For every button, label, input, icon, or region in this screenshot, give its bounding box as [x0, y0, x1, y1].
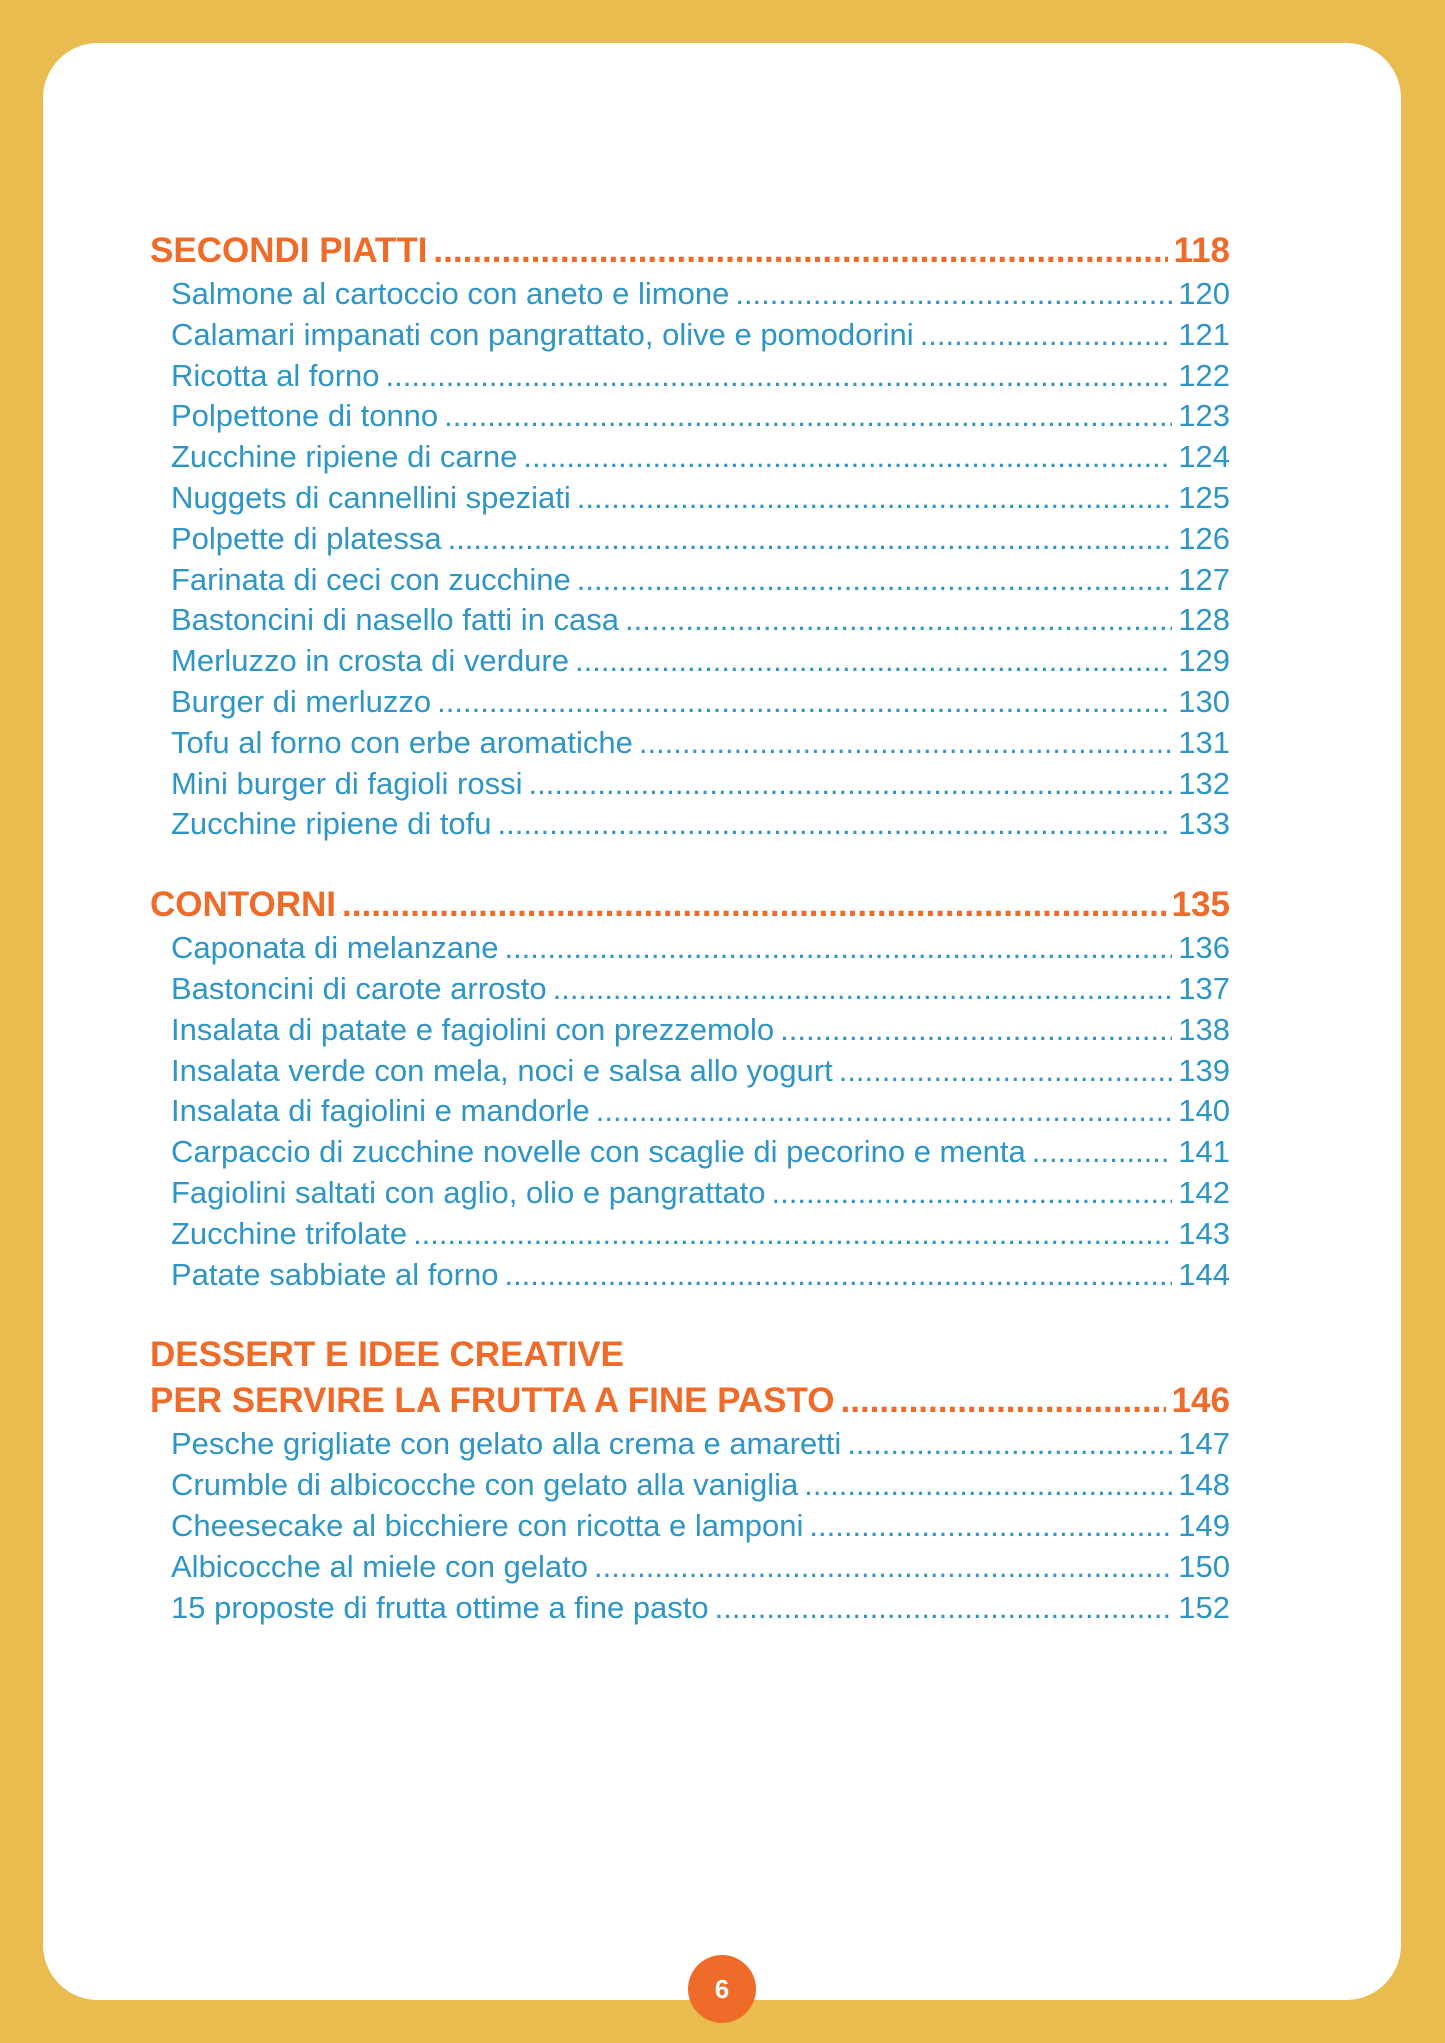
entry-page-number: 137 — [1178, 970, 1230, 1006]
entry-title: Polpettone di tonno — [171, 398, 439, 434]
entry-page-number: 143 — [1178, 1215, 1230, 1251]
entry-page-number: 150 — [1178, 1548, 1230, 1584]
page-number-badge: 6 — [688, 1955, 756, 2023]
toc-section-contorni — [150, 882, 1230, 1295]
section-heading[interactable] — [150, 1378, 1230, 1424]
toc-section-dessert — [150, 1332, 1230, 1628]
entry-title: Burger di merluzzo — [171, 683, 432, 719]
toc-entry[interactable] — [171, 1506, 1230, 1547]
section-heading[interactable] — [150, 228, 1230, 274]
entry-page-number: 127 — [1178, 561, 1230, 597]
entry-page-number: 140 — [1178, 1093, 1230, 1129]
toc-entry[interactable] — [171, 560, 1230, 601]
dot-leader — [577, 560, 1173, 601]
dot-leader — [839, 1051, 1173, 1092]
entry-page-number: 131 — [1178, 724, 1230, 760]
entry-page-number: 149 — [1178, 1507, 1230, 1543]
dot-leader — [1032, 1132, 1173, 1173]
dot-leader — [809, 1506, 1172, 1547]
entry-title: Zucchine ripiene di carne — [171, 439, 518, 475]
entry-title: Cheesecake al bicchiere con ricotta e lamponi — [171, 1507, 804, 1543]
section-page-number: 118 — [1173, 231, 1230, 270]
entry-title: Bastoncini di carote arrosto — [171, 970, 547, 1006]
entry-title: Insalata di fagiolini e mandorle — [171, 1093, 590, 1129]
toc-section-secondi — [150, 228, 1230, 845]
entry-title: 15 proposte di frutta ottime a fine pasto — [171, 1589, 709, 1625]
toc-entry[interactable] — [171, 928, 1230, 969]
entry-page-number: 130 — [1178, 683, 1230, 719]
toc-entry[interactable] — [171, 478, 1230, 519]
section-title: CONTORNI — [150, 885, 337, 925]
entry-title: Mini burger di fagioli rossi — [171, 765, 523, 801]
dot-leader — [920, 315, 1173, 356]
entry-page-number: 129 — [1178, 643, 1230, 679]
entry-page-number: 138 — [1178, 1011, 1230, 1047]
entry-page-number: 139 — [1178, 1052, 1230, 1088]
entry-page-number: 120 — [1178, 276, 1230, 311]
table-of-contents — [150, 228, 1230, 1628]
entry-page-number: 152 — [1178, 1589, 1230, 1625]
entry-page-number: 125 — [1178, 479, 1230, 515]
toc-entry[interactable] — [171, 1255, 1230, 1296]
toc-entry[interactable] — [171, 1547, 1230, 1588]
dot-leader — [437, 682, 1172, 723]
entry-title: Polpette di platessa — [171, 520, 442, 556]
entry-title: Tofu al forno con erbe aromatiche — [171, 724, 633, 760]
entry-list — [171, 1424, 1230, 1628]
dot-leader — [504, 1255, 1172, 1296]
entry-title: Ricotta al forno — [171, 357, 380, 393]
toc-entry[interactable] — [171, 682, 1230, 723]
entry-page-number: 121 — [1178, 316, 1230, 352]
dot-leader — [804, 1465, 1172, 1506]
dot-leader — [386, 356, 1173, 397]
entry-title: Farinata di ceci con zucchine — [171, 561, 571, 597]
dot-leader — [841, 1378, 1166, 1424]
entry-title: Salmone al cartoccio con aneto e limone — [171, 276, 730, 311]
entry-page-number: 126 — [1178, 520, 1230, 556]
entry-page-number: 132 — [1178, 765, 1230, 801]
section-page-number: 146 — [1171, 1381, 1230, 1421]
section-heading-line: DESSERT E IDEE CREATIVE — [150, 1335, 624, 1375]
dot-leader — [735, 274, 1172, 315]
entry-title: Albicocche al miele con gelato — [171, 1548, 589, 1584]
dot-leader — [847, 1424, 1172, 1465]
dot-leader — [596, 1091, 1173, 1132]
entry-title: Bastoncini di nasello fatti in casa — [171, 602, 620, 638]
dot-leader — [504, 928, 1172, 969]
toc-entry[interactable] — [171, 274, 1230, 315]
toc-entry[interactable] — [171, 1051, 1230, 1092]
toc-entry[interactable] — [171, 396, 1230, 437]
dot-leader — [444, 396, 1172, 437]
dot-leader — [342, 882, 1166, 928]
dot-leader — [523, 437, 1172, 478]
entry-list — [171, 274, 1230, 845]
toc-entry[interactable] — [171, 437, 1230, 478]
toc-entry[interactable] — [171, 1132, 1230, 1173]
toc-entry[interactable] — [171, 969, 1230, 1010]
entry-title: Crumble di albicocche con gelato alla vaniglia — [171, 1467, 799, 1503]
entry-title: Carpaccio di zucchine novelle con scaglie di pecorino e menta — [171, 1134, 1026, 1170]
toc-entry[interactable] — [171, 804, 1230, 845]
toc-entry[interactable] — [171, 356, 1230, 397]
entry-title: Merluzzo in crosta di verdure — [171, 643, 569, 679]
entry-page-number: 124 — [1178, 439, 1230, 475]
entry-page-number: 148 — [1178, 1467, 1230, 1503]
toc-entry[interactable] — [171, 1010, 1230, 1051]
entry-page-number: 133 — [1178, 806, 1230, 842]
toc-entry[interactable] — [171, 1424, 1230, 1465]
dot-leader — [433, 228, 1167, 274]
section-heading[interactable] — [150, 882, 1230, 928]
dot-leader — [575, 641, 1172, 682]
entry-title: Patate sabbiate al forno — [171, 1256, 499, 1292]
toc-entry[interactable] — [171, 1214, 1230, 1255]
dot-leader — [528, 764, 1172, 805]
entry-title: Zucchine trifolate — [171, 1215, 408, 1251]
entry-title: Pesche grigliate con gelato alla crema e amaretti — [171, 1426, 842, 1462]
toc-entry[interactable] — [171, 764, 1230, 805]
entry-title: Nuggets di cannellini speziati — [171, 479, 571, 515]
entry-page-number: 122 — [1178, 357, 1230, 393]
dot-leader — [577, 478, 1172, 519]
dot-leader — [413, 1214, 1172, 1255]
entry-page-number: 128 — [1178, 602, 1230, 638]
dot-leader — [780, 1010, 1172, 1051]
entry-title: Fagiolini saltati con aglio, olio e pangrattato — [171, 1174, 766, 1210]
entry-page-number: 141 — [1178, 1134, 1230, 1170]
dot-leader — [772, 1173, 1173, 1214]
entry-page-number: 123 — [1178, 398, 1230, 434]
entry-page-number: 147 — [1178, 1426, 1230, 1462]
entry-title: Calamari impanati con pangrattato, olive e pomodorini — [171, 316, 914, 352]
toc-entry[interactable] — [171, 600, 1230, 641]
entry-page-number: 144 — [1178, 1256, 1230, 1292]
entry-page-number: 142 — [1178, 1174, 1230, 1210]
toc-entry[interactable] — [171, 1173, 1230, 1214]
toc-entry[interactable] — [171, 315, 1230, 356]
toc-entry[interactable] — [171, 723, 1230, 764]
entry-title: Insalata verde con mela, noci e salsa allo yogurt — [171, 1052, 833, 1088]
toc-entry[interactable] — [171, 641, 1230, 682]
section-title: SECONDI PIATTI — [150, 231, 428, 270]
dot-leader — [715, 1588, 1173, 1629]
dot-leader — [498, 804, 1173, 845]
dot-leader — [639, 723, 1172, 764]
dot-leader — [448, 519, 1173, 560]
toc-entry[interactable] — [171, 1588, 1230, 1629]
dot-leader — [594, 1547, 1172, 1588]
toc-entry[interactable] — [171, 1465, 1230, 1506]
section-page-number: 135 — [1171, 885, 1230, 925]
entry-title: Insalata di patate e fagiolini con prezzemolo — [171, 1011, 775, 1047]
entry-page-number: 136 — [1178, 930, 1230, 966]
toc-entry[interactable] — [171, 1091, 1230, 1132]
dot-leader — [553, 969, 1173, 1010]
toc-entry[interactable] — [171, 519, 1230, 560]
entry-title: Zucchine ripiene di tofu — [171, 806, 492, 842]
entry-title: Caponata di melanzane — [171, 930, 499, 966]
section-title: PER SERVIRE LA FRUTTA A FINE PASTO — [150, 1381, 835, 1421]
dot-leader — [625, 600, 1172, 641]
entry-list — [171, 928, 1230, 1295]
